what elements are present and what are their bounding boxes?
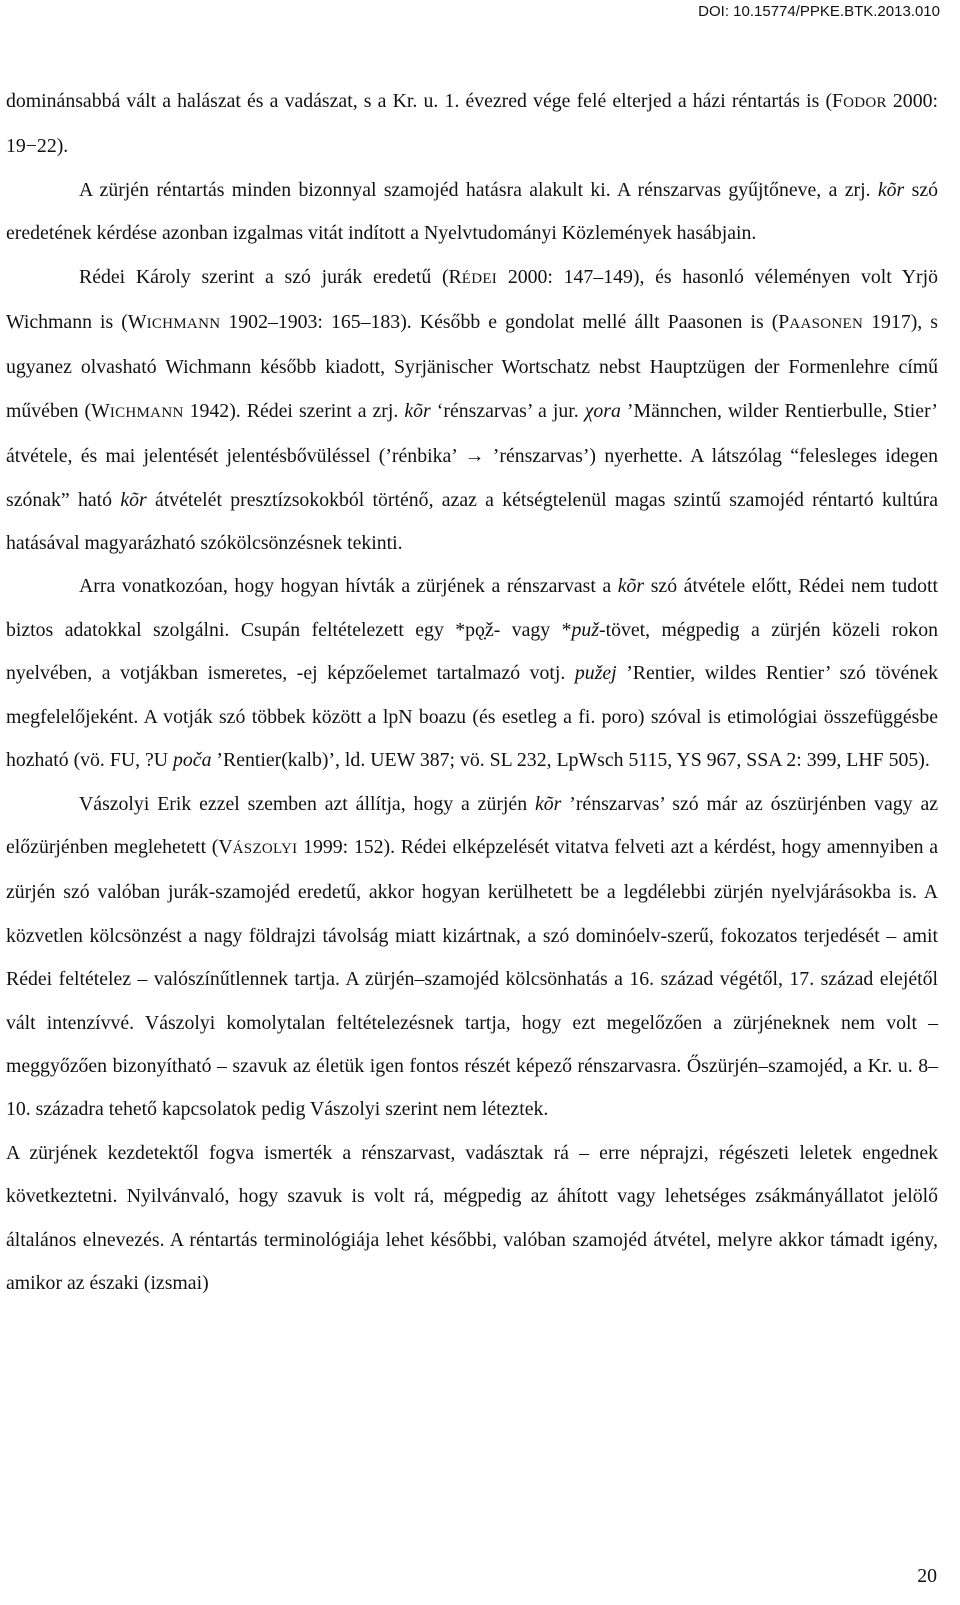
italic-term: pužej xyxy=(574,662,617,685)
text-run: -tövet, mégpedig a zürjén közeli rokon nyelvében, a votjákban ismeretes, -ej képzőelemet tartalmazó votj. xyxy=(6,618,938,685)
text-run: 2000: 19−22). xyxy=(6,90,938,158)
italic-term: kõr xyxy=(404,399,431,422)
text-run: ’Männchen, wilder Rentierbulle, Stier’ átvétele, és mai jelentését jelentésbővüléssel (’rénbika’ → ’rénszarvas’) nyerhette. A látszólag “felesleges idegen szónak” ható xyxy=(6,399,938,511)
small-caps-author: ICHMANN xyxy=(109,404,184,421)
small-caps-author: ICHMANN xyxy=(146,316,221,333)
text-run: 2000: 147–149), és hasonló véleményen volt Yrjö Wichmann is (W xyxy=(6,265,938,334)
paragraph xyxy=(6,1132,938,1306)
text-run: szó átvétele előtt, Rédei nem tudott biztos adatokkal szolgálni. Csupán feltételezett egy *pǫ̣ž- vagy * xyxy=(6,575,938,641)
text-run: ’Rentier, wildes Rentier’ szó tövének megfelelőjeként. A votják szó többek között a lpN boazu (és esetleg a fi. poro) szóval is etimológiai összefüggésbe hozható (vö. FU, ?U xyxy=(6,662,938,772)
paragraph xyxy=(6,565,938,782)
text-run: A zürjén réntartás minden bizonnyal szamojéd hatásra alakult ki. A rénszarvas gyűjtőneve, a zrj. xyxy=(79,178,878,201)
italic-term: puž xyxy=(571,618,600,641)
text-run: Rédei Károly szerint a szó jurák eredetű (R xyxy=(79,265,462,288)
text-run: 1917), s ugyanez olvasható Wichmann később kiadott, Syrjänischer Wortschatz nebst Hauptzügen der Formenlehre című művében (W xyxy=(6,311,938,422)
text-run: ’rénszarvas’ szó már az ószürjénben vagy az előzürjénben meglehetett (V xyxy=(6,792,939,858)
paragraph xyxy=(6,80,938,169)
text-run: Arra vonatkozóan, hogy hogyan hívták a zürjének a rénszarvast a xyxy=(79,575,618,598)
text-run: 1902–1903: 165–183). Később e gondolat mellé állt Paasonen is (P xyxy=(220,311,790,334)
small-caps-author: ÁSZOLYI xyxy=(232,840,298,857)
text-run: A zürjének kezdetektől fogva ismerték a rénszarvast, vadásztak rá – erre néprajzi, régészeti leletek engednek következtetni. Nyilvánvaló, hogy szavuk is volt rá, mégpedig az áhított vagy lehetséges zsákmányállatot jelölő általános elnevezés. A réntartás terminológiája lehet későbbi, valóban szamojéd átvétel, melyre akkor támadt igény, amikor az északi (izsmai) xyxy=(6,1141,938,1294)
text-run: ’Rentier(kalb)’, ld. UEW 387; vö. SL 232, LpWsch 5115, YS 967, SSA 2: 399, LHF 505). xyxy=(211,749,930,772)
text-run: ‘rénszarvas’ a jur. xyxy=(430,399,585,422)
doi-header: DOI: 10.15774/PPKE.BTK.2013.010 xyxy=(698,3,940,20)
text-run: 1942). Rédei szerint a zrj. xyxy=(183,399,405,422)
text-run: Vászolyi Erik ezzel szemben azt állítja, hogy a zürjén xyxy=(79,792,535,815)
paragraph xyxy=(6,169,938,256)
paragraph xyxy=(6,256,938,566)
italic-term: kõr xyxy=(534,792,562,815)
italic-term: χora xyxy=(584,399,621,422)
small-caps-author: AASONEN xyxy=(789,316,864,333)
text-run: 1999: 152). Rédei elképzelését vitatva felveti azt a kérdést, hogy amennyiben a zürjén szó valóban jurák-szamojéd eredetű, akkor hogyan kerülhetett be a legdélebbi zürjén nyelvjárásokba is. A közvetlen kölcsönzést a nagy földrajzi távolság miatt kizártnak, a szó dominóelv-szerű, fokozatos terjedését – amit Rédei feltételez – valószínűtlennek tartja. A zürjén–szamojéd kölcsönhatás a 16. század végétől, 17. század elejétől vált intenzívvé. Vászolyi komolytalan feltételezésnek tartja, hogy ezt megelőzően a zürjéneknek nem volt – meggyőzően bizonyítható – szavuk az életük igen fontos részét képező rénszarvasra. Őszürjén–szamojéd, a Kr. u. 8–10. századra tehető kapcsolatok pedig Vászolyi szerint nem léteztek. xyxy=(6,835,938,1121)
italic-term: kõr xyxy=(877,178,905,201)
text-run: dominánsabbá vált a halászat és a vadászat, s a Kr. u. 1. évezred vége felé elterjed a házi réntartás is (F xyxy=(6,90,844,112)
page-number: 20 xyxy=(917,1565,937,1587)
text-run: átvételét presztízsokokból történő, azaz a kétségtelenül magas szintű szamojéd réntartó kultúra hatásával magyarázható szókölcsönzésnek tekinti. xyxy=(6,488,938,555)
italic-term: kõr xyxy=(120,488,147,511)
small-caps-author: ÉDEI xyxy=(461,270,498,287)
small-caps-author: ODOR xyxy=(843,95,887,111)
paragraph xyxy=(6,783,938,1132)
italic-term: poča xyxy=(173,749,212,772)
italic-term: kõr xyxy=(617,575,645,598)
document-body xyxy=(6,80,938,1305)
text-run: szó eredetének kérdése azonban izgalmas vitát indított a Nyelvtudományi Közlemények hasábjain. xyxy=(6,178,938,245)
